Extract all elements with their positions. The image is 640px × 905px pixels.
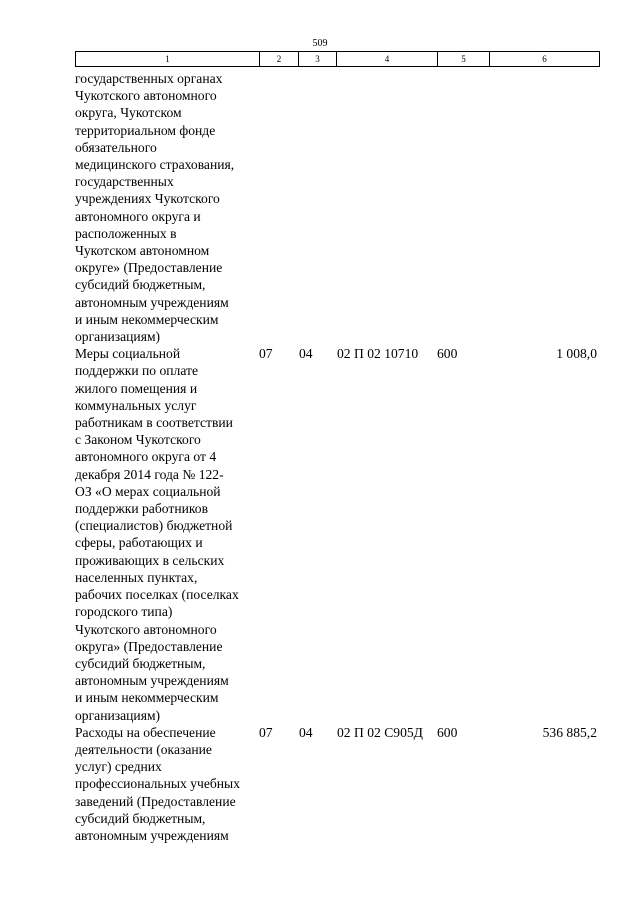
row-section-code: 07: [259, 724, 273, 740]
row-subsection-code: 04: [299, 724, 313, 740]
row-target-article: 02 П 02 С905Д: [337, 724, 423, 740]
table-row: [75, 70, 599, 345]
header-col-3: 3: [299, 52, 337, 67]
table-row: [75, 345, 599, 723]
header-col-5: 5: [438, 52, 490, 67]
row-target-article: 02 П 02 10710: [337, 346, 419, 362]
row-description: Меры социальной поддержки по оплате жилого помещения и коммунальных услуг работникам в соответствии с Законом Чукотского автономного округа от 4 декабря 2014 года № 122- ОЗ «О мерах социальной поддержки работников (специалистов) бюджетной сферы, работающих и проживающих в сельских населенных пунктах, рабочих поселках (поселках городского типа) Чукотского автономного округа» (Предоставление субсидий бюджетным, автономным учреждениям и иным некоммерческим организациям): [75, 346, 239, 723]
row-amount: 1 008,0: [556, 346, 597, 362]
row-subsection-code: 04: [299, 346, 313, 362]
table-row: [75, 724, 599, 844]
row-section-code: 07: [259, 346, 273, 362]
row-expense-type: 600: [437, 346, 458, 362]
row-amount: 536 885,2: [542, 724, 597, 740]
header-col-1: 1: [76, 52, 260, 67]
row-expense-type: 600: [437, 724, 458, 740]
table-body: [75, 70, 599, 844]
header-col-6: 6: [490, 52, 600, 67]
page-number: 509: [312, 38, 328, 49]
row-description: государственных органах Чукотского автономного округа, Чукотском территориальном фонде обязательного медицинского страхования, государственных учреждениях Чукотского автономного округа и расположенных в Чукотском автономном округе» (Предоставление субсидий бюджетным, автономным учреждениям и иным некоммерческим организациям): [75, 71, 235, 345]
header-col-4: 4: [337, 52, 438, 67]
header-col-2: 2: [260, 52, 299, 67]
table-header: [75, 51, 600, 67]
row-description: Расходы на обеспечение деятельности (оказание услуг) средних профессиональных учебных заведений (Предоставление субсидий бюджетным, автономным учреждениям: [75, 724, 240, 843]
